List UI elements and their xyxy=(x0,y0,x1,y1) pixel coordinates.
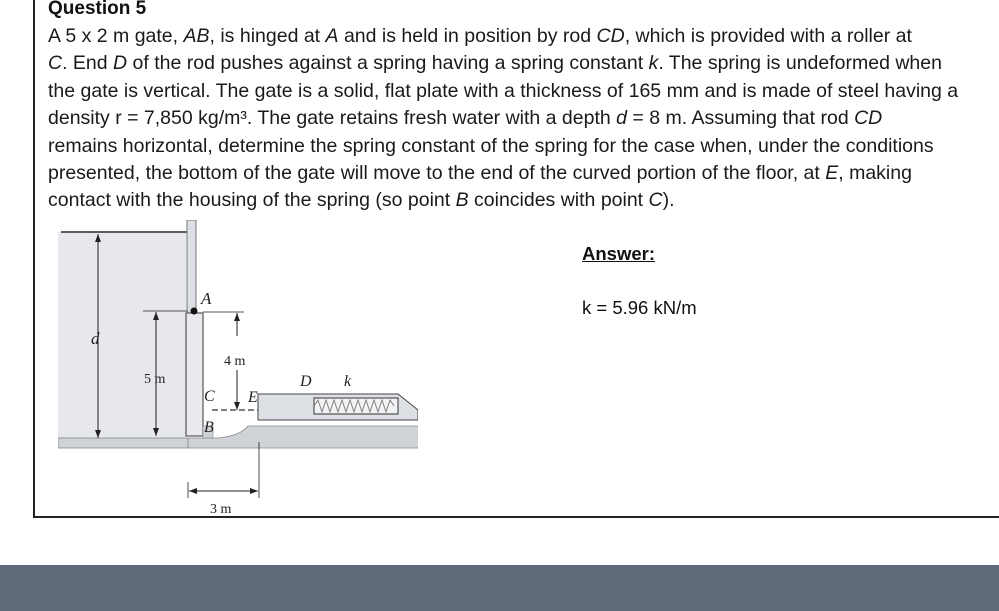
label-e: E xyxy=(248,389,258,406)
question-line: C. End D of the rod pushes against a spring having a spring constant k. The spring is undeformed when xyxy=(48,52,942,75)
curved-floor xyxy=(188,426,418,448)
gate-diagram xyxy=(58,220,418,520)
hinge-a xyxy=(191,308,198,315)
bottom-toolbar xyxy=(0,565,999,611)
label-k: k xyxy=(344,373,352,390)
upper-wall xyxy=(187,220,196,313)
question-line: presented, the bottom of the gate will move to the end of the curved portion of the floor, at E, making xyxy=(48,162,912,185)
question-line: contact with the housing of the spring (so point B coincides with point C). xyxy=(48,189,675,212)
water-region xyxy=(58,232,186,442)
dim-3m-arrow-right xyxy=(250,488,258,494)
gate-ab xyxy=(186,313,203,436)
label-4m: 4 m xyxy=(224,354,246,369)
label-b: B xyxy=(204,419,214,436)
question-title: Question 5 xyxy=(48,0,147,19)
question-line: density r = 7,850 kg/m³. The gate retains fresh water with a depth d = 8 m. Assuming that rod CD xyxy=(48,107,883,130)
answer-label: Answer: xyxy=(582,243,655,264)
label-3m: 3 m xyxy=(210,502,232,517)
label-5m: 5 m xyxy=(144,372,166,387)
answer-value: k = 5.96 kN/m xyxy=(582,297,697,318)
question-line: remains horizontal, determine the spring constant of the spring for the case when, under the conditions xyxy=(48,134,934,157)
floor-left xyxy=(58,438,188,448)
question-line: A 5 x 2 m gate, AB, is hinged at A and is held in position by rod CD, which is provided with a roller at xyxy=(48,25,912,47)
label-c: C xyxy=(204,388,215,405)
dim-3m-arrow-left xyxy=(189,488,197,494)
label-d: d xyxy=(91,329,100,348)
dim-4m-arrow-bottom xyxy=(234,402,240,410)
question-text xyxy=(48,23,998,215)
label-a: A xyxy=(201,289,212,308)
question-line: the gate is vertical. The gate is a solid, flat plate with a thickness of 165 mm and is made of steel having a xyxy=(48,79,959,102)
label-d-point: D xyxy=(300,373,312,390)
dim-4m-arrow-top xyxy=(234,313,240,321)
